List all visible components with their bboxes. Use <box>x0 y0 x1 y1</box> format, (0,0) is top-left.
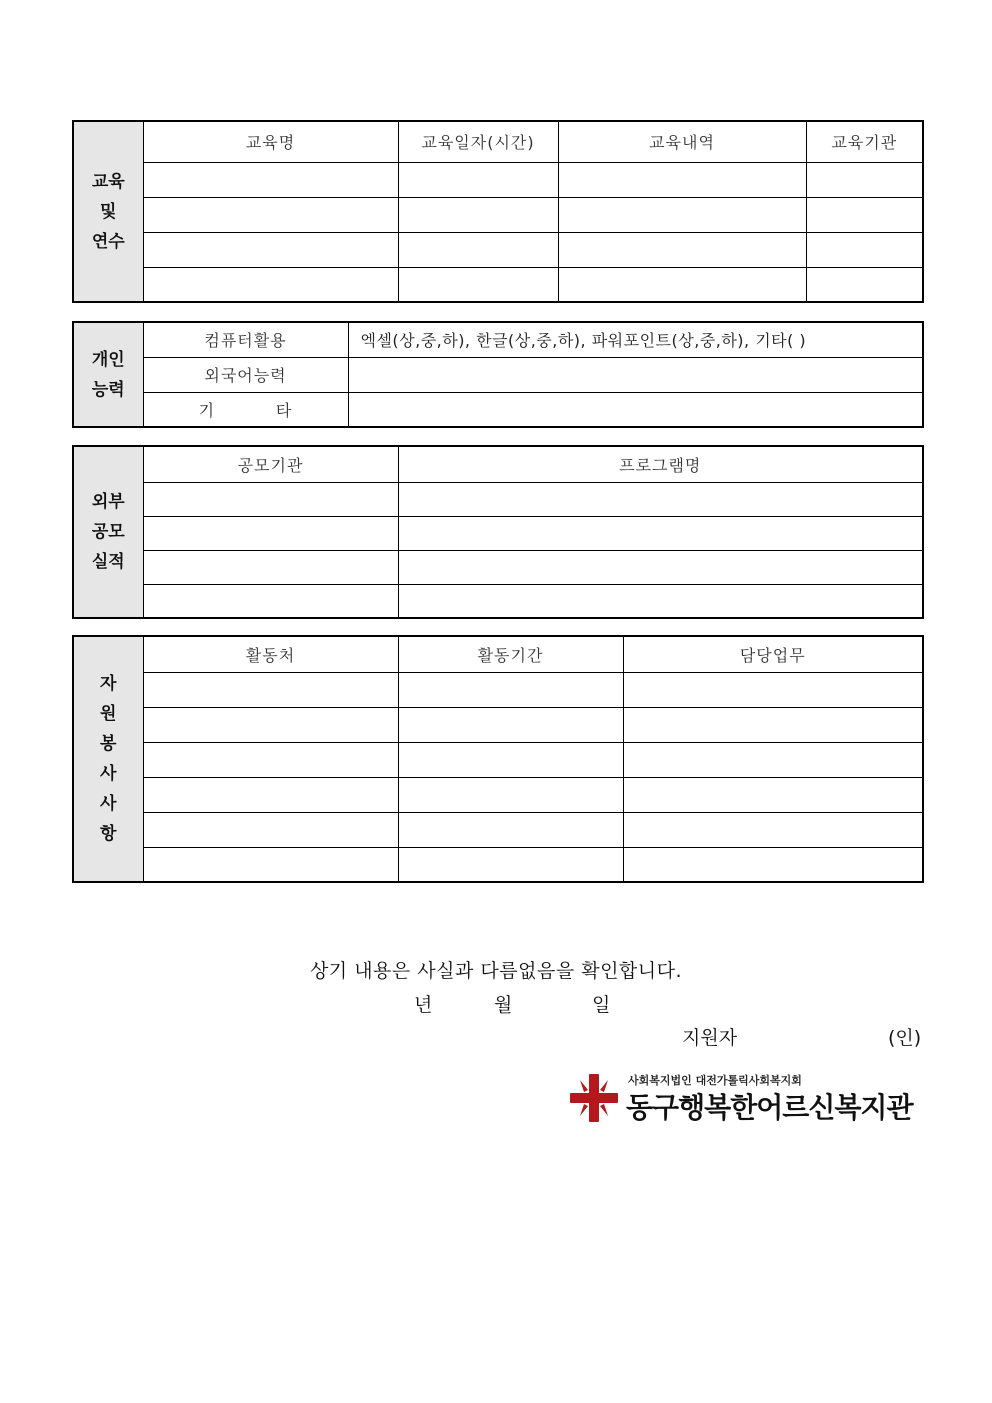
input-cell[interactable] <box>143 197 398 232</box>
header-activity-period: 활동기간 <box>398 636 623 672</box>
abilities-section-label: 개인 능력 <box>73 322 143 427</box>
input-cell[interactable] <box>623 742 923 777</box>
abilities-table <box>72 321 924 428</box>
input-cell[interactable] <box>398 550 923 584</box>
input-cell[interactable] <box>398 197 558 232</box>
table-row <box>73 267 923 302</box>
table-row <box>73 232 923 267</box>
volunteer-table <box>72 635 924 883</box>
input-cell[interactable] <box>623 672 923 707</box>
input-cell[interactable] <box>143 162 398 197</box>
input-cell[interactable] <box>558 162 806 197</box>
input-cell[interactable] <box>143 482 398 516</box>
input-cell[interactable] <box>143 812 398 847</box>
input-cell[interactable] <box>398 847 623 882</box>
table-row <box>73 742 923 777</box>
input-cell[interactable] <box>143 777 398 812</box>
contests-table <box>72 445 924 619</box>
date-year-label: 년 <box>414 994 433 1016</box>
organization-name: 동구행복한어르신복지관 <box>626 1091 913 1124</box>
input-cell[interactable] <box>398 162 558 197</box>
ability-value-language[interactable] <box>348 357 923 392</box>
ability-value-other[interactable] <box>348 392 923 427</box>
input-cell[interactable] <box>623 707 923 742</box>
table-row <box>73 707 923 742</box>
applicant-label: 지원자 <box>682 1027 738 1049</box>
table-row <box>73 162 923 197</box>
header-course-name: 교육명 <box>143 121 398 162</box>
input-cell[interactable] <box>398 267 558 302</box>
input-cell[interactable] <box>143 707 398 742</box>
input-cell[interactable] <box>623 812 923 847</box>
organization-logo <box>568 1068 928 1128</box>
date-day-label: 일 <box>592 994 611 1016</box>
input-cell[interactable] <box>806 197 923 232</box>
input-cell[interactable] <box>398 672 623 707</box>
table-row <box>73 197 923 232</box>
input-cell[interactable] <box>143 550 398 584</box>
ability-label-other: 기 타 <box>143 392 348 427</box>
date-month-label: 월 <box>494 994 513 1016</box>
table-row <box>73 672 923 707</box>
volunteer-section-label: 자 원 봉 사 사 항 <box>73 636 143 882</box>
input-cell[interactable] <box>558 232 806 267</box>
table-row <box>73 847 923 882</box>
input-cell[interactable] <box>143 232 398 267</box>
input-cell[interactable] <box>398 516 923 550</box>
table-row <box>73 777 923 812</box>
header-course-content: 교육내역 <box>558 121 806 162</box>
input-cell[interactable] <box>143 847 398 882</box>
input-cell[interactable] <box>398 232 558 267</box>
input-cell[interactable] <box>398 707 623 742</box>
education-table <box>72 120 924 303</box>
input-cell[interactable] <box>398 482 923 516</box>
cross-emblem-icon <box>568 1072 620 1124</box>
input-cell[interactable] <box>143 267 398 302</box>
header-course-institution: 교육기관 <box>806 121 923 162</box>
table-row <box>73 812 923 847</box>
table-row <box>73 482 923 516</box>
input-cell[interactable] <box>398 777 623 812</box>
input-cell[interactable] <box>143 742 398 777</box>
input-cell[interactable] <box>623 777 923 812</box>
input-cell[interactable] <box>398 742 623 777</box>
input-cell[interactable] <box>143 516 398 550</box>
table-row <box>73 550 923 584</box>
ability-value-computer[interactable]: 엑셀(상,중,하), 한글(상,중,하), 파워포인트(상,중,하), 기타( ) <box>348 322 923 357</box>
header-activity-place: 활동처 <box>143 636 398 672</box>
header-program-name: 프로그램명 <box>398 446 923 482</box>
table-row <box>73 516 923 550</box>
contests-section-label: 외부 공모 실적 <box>73 446 143 618</box>
header-activity-duty: 담당업무 <box>623 636 923 672</box>
organization-sub-name: 사회복지법인 대전가톨릭사회복지회 <box>628 1074 802 1087</box>
input-cell[interactable] <box>398 584 923 618</box>
input-cell[interactable] <box>143 672 398 707</box>
input-cell[interactable] <box>143 584 398 618</box>
header-course-date: 교육일자(시간) <box>398 121 558 162</box>
input-cell[interactable] <box>806 267 923 302</box>
input-cell[interactable] <box>806 232 923 267</box>
input-cell[interactable] <box>806 162 923 197</box>
input-cell[interactable] <box>623 847 923 882</box>
table-row <box>73 584 923 618</box>
confirmation-statement: 상기 내용은 사실과 다름없음을 확인합니다. <box>309 960 683 982</box>
education-section-label: 교육 및 연수 <box>73 121 143 302</box>
input-cell[interactable] <box>558 267 806 302</box>
seal-label: (인) <box>888 1027 922 1049</box>
ability-label-language: 외국어능력 <box>143 357 348 392</box>
input-cell[interactable] <box>558 197 806 232</box>
input-cell[interactable] <box>398 812 623 847</box>
header-contest-org: 공모기관 <box>143 446 398 482</box>
ability-label-computer: 컴퓨터활용 <box>143 322 348 357</box>
